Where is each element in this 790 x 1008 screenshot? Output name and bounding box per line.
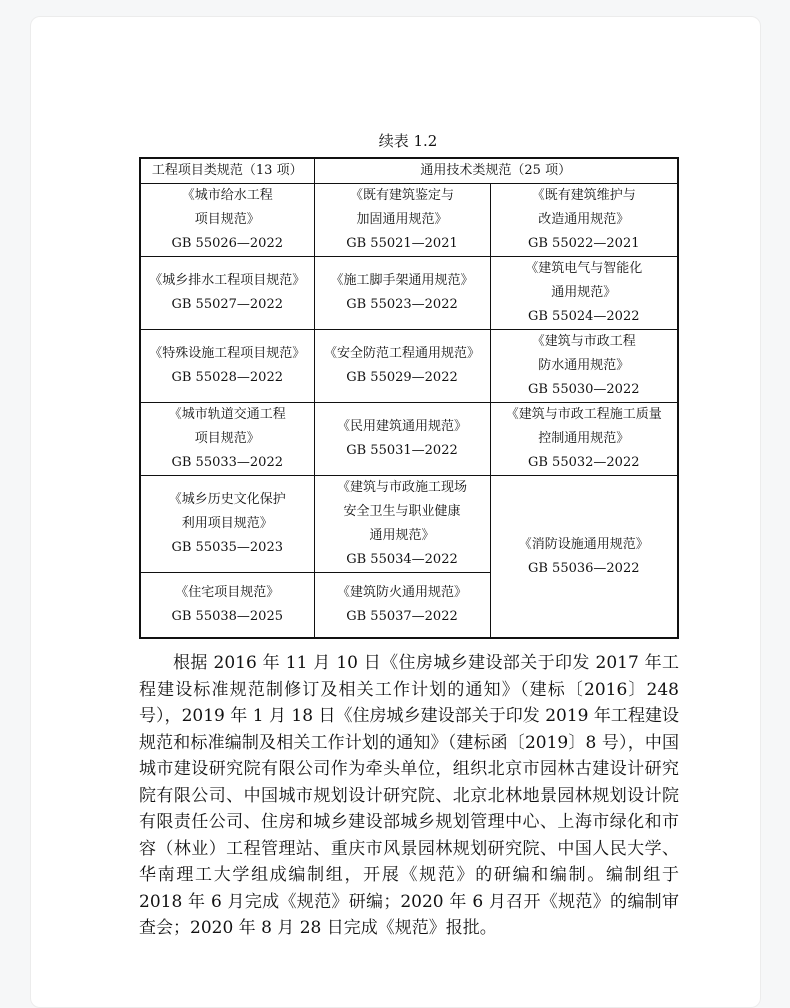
cell-line: 《城乡历史文化保护 xyxy=(168,492,286,507)
table-row xyxy=(140,184,678,257)
table-row xyxy=(140,330,678,403)
table-cell xyxy=(314,184,490,257)
table-cell xyxy=(314,403,490,476)
standards-table xyxy=(139,157,679,639)
table-cell xyxy=(490,330,678,403)
table-cell xyxy=(140,403,314,476)
table-row xyxy=(140,403,678,476)
table-cell xyxy=(140,330,314,403)
table-row xyxy=(140,257,678,330)
table-cell xyxy=(314,476,490,573)
cell-line: GB 55026—2022 xyxy=(171,236,283,251)
cell-line: GB 55024—2022 xyxy=(527,309,640,324)
cell-line: GB 55038—2025 xyxy=(171,609,283,624)
cell-line: 《施工脚手架通用规范》 xyxy=(330,273,474,288)
table-cell xyxy=(490,257,678,330)
cell-line: 项目规范》 xyxy=(194,212,260,227)
table-cell xyxy=(140,476,314,573)
table-cell xyxy=(140,573,314,639)
cell-line: 《城乡排水工程项目规范》 xyxy=(149,273,306,288)
cell-line: 《消防设施通用规范》 xyxy=(518,536,649,552)
cell-line: GB 55035—2023 xyxy=(171,540,283,555)
cell-line: GB 55030—2022 xyxy=(527,382,640,397)
cell-line: 《建筑与市政施工现场 xyxy=(336,480,467,495)
table-cell xyxy=(314,257,490,330)
table-cell xyxy=(140,257,314,330)
cell-line: GB 55036—2022 xyxy=(527,560,640,576)
cell-line: 《建筑与市政工程施工质量 xyxy=(505,407,662,422)
cell-line: GB 55029—2022 xyxy=(346,370,458,385)
cell-line: 《既有建筑维护与 xyxy=(531,188,636,203)
cell-line: GB 55022—2021 xyxy=(527,236,640,251)
body-paragraph: 根据 2016 年 11 月 10 日《住房城乡建设部关于印发 2017 年工程建设标准规范制修订及相关工作计划的通知》（建标〔2016〕248 号），2019 年 1 月 18 日《住房城乡建设部关于印发 2019 年工程建设规范和标准编制及相关工作计划的通知》（建标函〔2019〕8 号），中国城市建设研究院有限公司作为牵头单位，组织北京市园林古建设计研究院有限公司、中国城市规划设计研究院、北京北林地景园林规划设计院有限责任公司、住房和城乡建设部城乡规划管理中心、上海市绿化和市容（林业）工程管理站、重庆市风景园林规划研究院、中国人民大学、华南理工大学组成编制组，开展《规范》的研编和编制。编制组于 2018 年 6 月完成《规范》研编；2020 年 6 月召开《规范》的编制审查会；2020 年 8 月 28 日完成《规范》报批。 xyxy=(139,653,679,938)
table-cell xyxy=(490,184,678,257)
cell-line: 通用规范》 xyxy=(551,285,617,300)
cell-line: 《建筑电气与智能化 xyxy=(525,261,643,276)
header-technical-standards: 通用技术类规范（25 项） xyxy=(314,158,678,184)
cell-line: 《民用建筑通用规范》 xyxy=(336,419,467,434)
table-cell xyxy=(490,403,678,476)
cell-line: 《既有建筑鉴定与 xyxy=(349,188,454,203)
table-row xyxy=(140,476,678,573)
cell-line: 项目规范》 xyxy=(194,431,260,446)
cell-line: 《安全防范工程通用规范》 xyxy=(323,346,480,361)
cell-line: 《建筑防火通用规范》 xyxy=(336,585,467,600)
table-cell xyxy=(314,330,490,403)
cell-line: GB 55021—2021 xyxy=(346,236,458,251)
cell-line: 加固通用规范》 xyxy=(356,212,448,227)
cell-line: 安全卫生与职业健康 xyxy=(343,504,461,519)
table-cell xyxy=(140,184,314,257)
table-header-row xyxy=(140,158,678,184)
cell-line: GB 55023—2022 xyxy=(346,297,458,312)
cell-line: GB 55031—2022 xyxy=(346,443,458,458)
cell-line: 《城市给水工程 xyxy=(181,188,273,203)
cell-line: 利用项目规范》 xyxy=(181,516,273,531)
cell-line: GB 55027—2022 xyxy=(171,297,283,312)
cell-line: 《住宅项目规范》 xyxy=(175,585,280,600)
cell-line: GB 55032—2022 xyxy=(527,455,640,470)
cell-line: 《特殊设施工程项目规范》 xyxy=(149,346,306,361)
header-project-standards: 工程项目类规范（13 项） xyxy=(140,158,314,184)
cell-line: GB 55028—2022 xyxy=(171,370,283,385)
cell-line: 《城市轨道交通工程 xyxy=(168,407,286,422)
table-cell xyxy=(490,476,678,639)
cell-line: GB 55033—2022 xyxy=(171,455,283,470)
cell-line: GB 55037—2022 xyxy=(346,609,458,624)
cell-line: 改造通用规范》 xyxy=(538,212,630,227)
table-cell xyxy=(314,573,490,639)
cell-line: 《建筑与市政工程 xyxy=(531,334,636,349)
cell-line: 控制通用规范》 xyxy=(538,431,630,446)
cell-line: 防水通用规范》 xyxy=(538,358,630,373)
cell-line: GB 55034—2022 xyxy=(346,552,458,567)
cell-line: 通用规范》 xyxy=(369,528,435,543)
table-caption: 续表 1.2 xyxy=(378,132,438,150)
